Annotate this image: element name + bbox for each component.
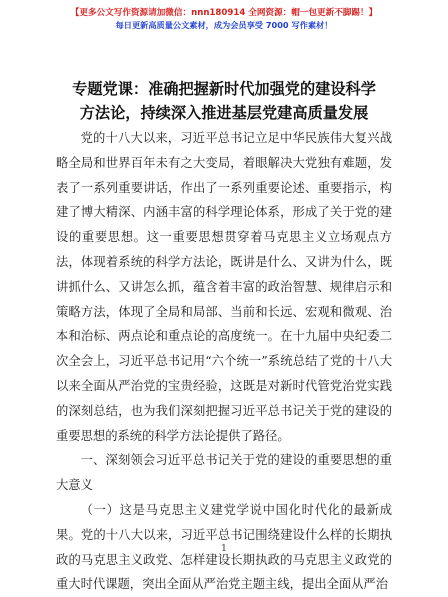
section-heading: 一、深刻领会习近平总书记关于党的建设的重要思想的重大意义 <box>56 453 392 493</box>
title-line-1: 专题党课：准确把握新时代加强党的建设科学 <box>72 80 376 98</box>
promo-banner <box>0 7 448 31</box>
banner-line-blue: 每日更新高质量公文素材，成为会员享受 7000 写作素材！ <box>115 20 333 30</box>
document-title <box>40 77 408 125</box>
document-body <box>56 126 392 597</box>
title-line-2: 方法论，持续深入推进基层党建高质量发展 <box>79 104 369 122</box>
subsection-paragraph: （一）这是马克思主义建党学说中国化时代化的最新成果。党的十八大以来，习近平总书记围绕建设什么样的长期执政的马克思主义政党、怎样建设长期执政的马克思主义政党的重大时代课题，突出全面从严治党主题主线，提出全面从严治 <box>56 502 392 592</box>
page-number: 1 <box>221 544 227 554</box>
intro-paragraph: 党的十八大以来，习近平总书记立足中华民族伟大复兴战略全局和世界百年未有之大变局，着眼解决大党独有难题，发表了一系列重要讲话，作出了一系列重要论述、重要指示，构建了博大精深、内涵丰富的科学理论体系，形成了关于党的建设的重要思想。这一重要思想贯穿着马克思主义立场观点方法，体现着系统的科学方法论，既讲是什么、又讲为什么，既讲抓什么、又讲怎么抓，蕴含着丰富的政治智慧、规律启示和策略方法，体现了全局和局部、当前和长远、宏观和微观、治本和治标、两点论和重点论的高度统一。在十九届中央纪委二次全会上，习近平总书记用“六个统一”系统总结了党的十八大以来全面从严治党的宝贵经验，这既是对新时代管党治党实践的深刻总结，也为我们深刻把握习近平总书记关于党的建设的重要思想的系统的科学方法论提供了路径。 <box>56 131 392 443</box>
banner-line-red: 【更多公文写作资源请加微信：nnn180914 全网资源：帽一包更新不脚踢！】 <box>70 8 378 18</box>
